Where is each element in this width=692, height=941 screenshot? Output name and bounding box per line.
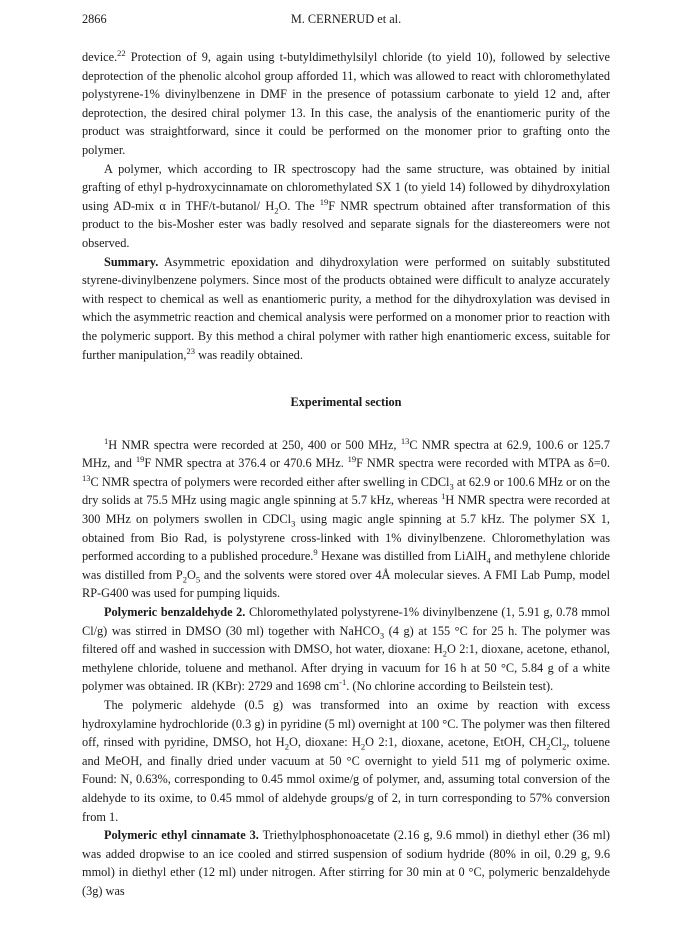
superscript: -1 (339, 677, 347, 688)
text-run: F NMR spectrum obtained after transformation of this product to the bis-Mosher ester was badly resolved and separate signals for the diastereomers were not observed. (82, 198, 611, 250)
superscript: 13 (82, 472, 91, 483)
text-run: was readily obtained. (195, 347, 303, 362)
subscript: 3 (291, 518, 296, 529)
summary-lead: Summary. (104, 254, 159, 269)
subscript: 3 (449, 481, 454, 492)
paragraph-polymeric-benzaldehyde (82, 603, 610, 696)
citation-ref: 23 (186, 345, 195, 356)
text-run: Protection of 9, again using t-butyldimethylsilyl chloride (to yield 10), followed by selective deprotection of the phenolic alcohol group afforded 11, which was allowed to react with chloromethylated polystyrene-1% divinylbenzene in DMF in the presence of potassium carbonate to yield 12 and, after deprotection, the desired chiral polymer 13. In this case, the analysis of the enantiomeric purity of the product was straightforward, since it could be performed on the monomer prior to grafting onto the polymer. (82, 50, 610, 157)
superscript: 19 (319, 196, 329, 207)
text-run: A polymer, which according to IR spectroscopy had the same structure, was obtained by initial grafting of ethyl p-hydroxycinnamate on chloromethylated SX 1 (to yield 14) followed by dihydroxylation using AD-mix α in THF/t-butanol/ H (82, 161, 610, 213)
subscript: 3 (379, 630, 385, 641)
running-head: M. CERNERUD et al. (290, 12, 402, 26)
subscript: 2 (360, 741, 366, 752)
text-run: at 62.9 or 100.6 MHz or on the dry solids at 75.5 MHz using magic angle spinning at 5.7 kHz, whereas (82, 474, 610, 508)
subscript: 2 (284, 741, 289, 752)
text-run: F NMR spectra were recorded with MTPA as δ=0. (356, 456, 610, 471)
superscript: 1 (104, 435, 109, 446)
text-run: H NMR spectra were recorded at 300 MHz on polymers swollen in CDCl (82, 493, 610, 527)
text-run: . (No chlorine according to Beilstein test). (346, 679, 554, 694)
superscript: 19 (135, 454, 145, 465)
text-run: Cl (550, 735, 563, 750)
paragraph-polymer-grafting (82, 160, 610, 253)
text-run: F NMR spectra at 376.4 or 470.6 MHz. (144, 456, 348, 471)
subscript: 2 (442, 648, 447, 659)
section-heading: Experimental section (290, 395, 402, 410)
subscript: 2 (562, 741, 567, 752)
paragraph-oxime (82, 696, 610, 826)
text-run: Triethylphosphonoacetate (2.16 g, 9.6 mmol) in diethyl ether (36 ml) was added dropwise to an ice cooled and stirred suspension of sodium hydride (80% in oil, 0.29 g, 9.6 mmol) in diethyl ether (12 ml) under nitrogen. After stirring for 30 min at 0 °C, polymeric benzaldehyde (3g) was (82, 828, 610, 898)
subscript: 2 (546, 741, 551, 752)
subscript: 2 (182, 574, 188, 585)
text-run: O. The (278, 198, 320, 213)
paragraph-summary (82, 253, 610, 365)
text-run: Hexane was distilled from LiAlH (317, 549, 487, 564)
paragraph-synthesis (82, 48, 610, 160)
citation-ref: 22 (117, 47, 126, 58)
compound-heading: Polymeric ethyl cinnamate 3. (104, 828, 259, 843)
text-run: O 2:1, dioxane, acetone, ethanol, methylene chloride, toluene and methanol. After drying in vacuum for 16 h at 50 °C, 5.84 g of a white polymer was obtained. IR (KBr): 2729 and 1698 cm (82, 642, 610, 694)
paragraph-nmr-methods (82, 436, 610, 603)
text-run: using magic angle spinning at 5.7 kHz. The polymer SX 1, obtained from Bio Rad, is polystyrene cross-linked with 1% divinylbenzene. Chloromethylation was performed according to a published procedure. (82, 512, 611, 564)
text-run: and methylene chloride was distilled from P (82, 549, 611, 582)
citation-ref: 9 (313, 547, 318, 558)
subscript: 5 (195, 574, 201, 585)
text-run: O (187, 567, 196, 582)
text-run: device. (82, 50, 118, 64)
paragraph-polymeric-ethyl-cinnamate (82, 826, 610, 900)
superscript: 1 (441, 491, 446, 502)
text-run: and the solvents were stored over 4Å molecular sieves. A FMI Lab Pump, model RP-G400 was used for pumping liquids. (82, 567, 610, 601)
superscript: 13 (400, 435, 410, 446)
compound-heading: Polymeric benzaldehyde 2. (104, 605, 246, 620)
text-run: H NMR spectra were recorded at 250, 400 or 500 MHz, (108, 437, 401, 452)
text-run: The polymeric aldehyde (0.5 g) was transformed into an oxime by reaction with excess hydroxylamine hydrochloride (0.3 g) in pyridine (5 ml) overnight at 100 °C. The polymer was then filtered off, rinsed with pyridine, DMSO, hot H (82, 698, 610, 750)
subscript: 4 (486, 555, 491, 566)
text-run: C NMR spectra of polymers were recorded either after swelling in CDCl (90, 474, 450, 489)
page-number: 2866 (82, 12, 107, 26)
page-header (82, 12, 610, 34)
text-run: (4 g) at 155 °C for 25 h. The polymer was filtered off and washed in succession with DMSO, hot water, dioxane: H (82, 623, 610, 657)
subscript: 2 (274, 205, 279, 216)
text-run: Chloromethylated polystyrene-1% divinylbenzene (1, 5.91 g, 0.78 mmol Cl/g) was stirred in DMSO (30 ml) together with NaHCO (82, 605, 611, 638)
text-run: O, dioxane: H (288, 735, 361, 750)
text-run: Asymmetric epoxidation and dihydroxylation were performed on suitably substituted styrene-divinylbenzene polymers. Since most of the products obtained were difficult to analyze accurately with respect to chemical as well as enantiomeric purity, a method for the dihydroxylation was devised in which the asymmetric reaction and chemical analysis were performed on a monomer prior to reaction with the polymeric support. By this method a chiral polymer with rather high enantiomeric excess, suitable for further manipulation, (82, 254, 610, 362)
superscript: 19 (347, 454, 357, 465)
text-run: C NMR spectra at 62.9, 100.6 or 125.7 MHz, and (82, 437, 611, 471)
text-run: , toluene and MeOH, and finally dried under vacuum at 50 °C overnight to yield 511 mg of polymeric oxime. Found: N, 0.63%, corresponding to 0.45 mmol oxime/g of polymer, and, assuming total conversion of the aldehyde to its oxime, to 0.45 mmol of aldehyde groups/g of 2, in turn corresponding to 57% conversion from 1. (82, 735, 610, 824)
text-run: O 2:1, dioxane, acetone, EtOH, CH (365, 735, 547, 750)
article-body (82, 48, 610, 901)
